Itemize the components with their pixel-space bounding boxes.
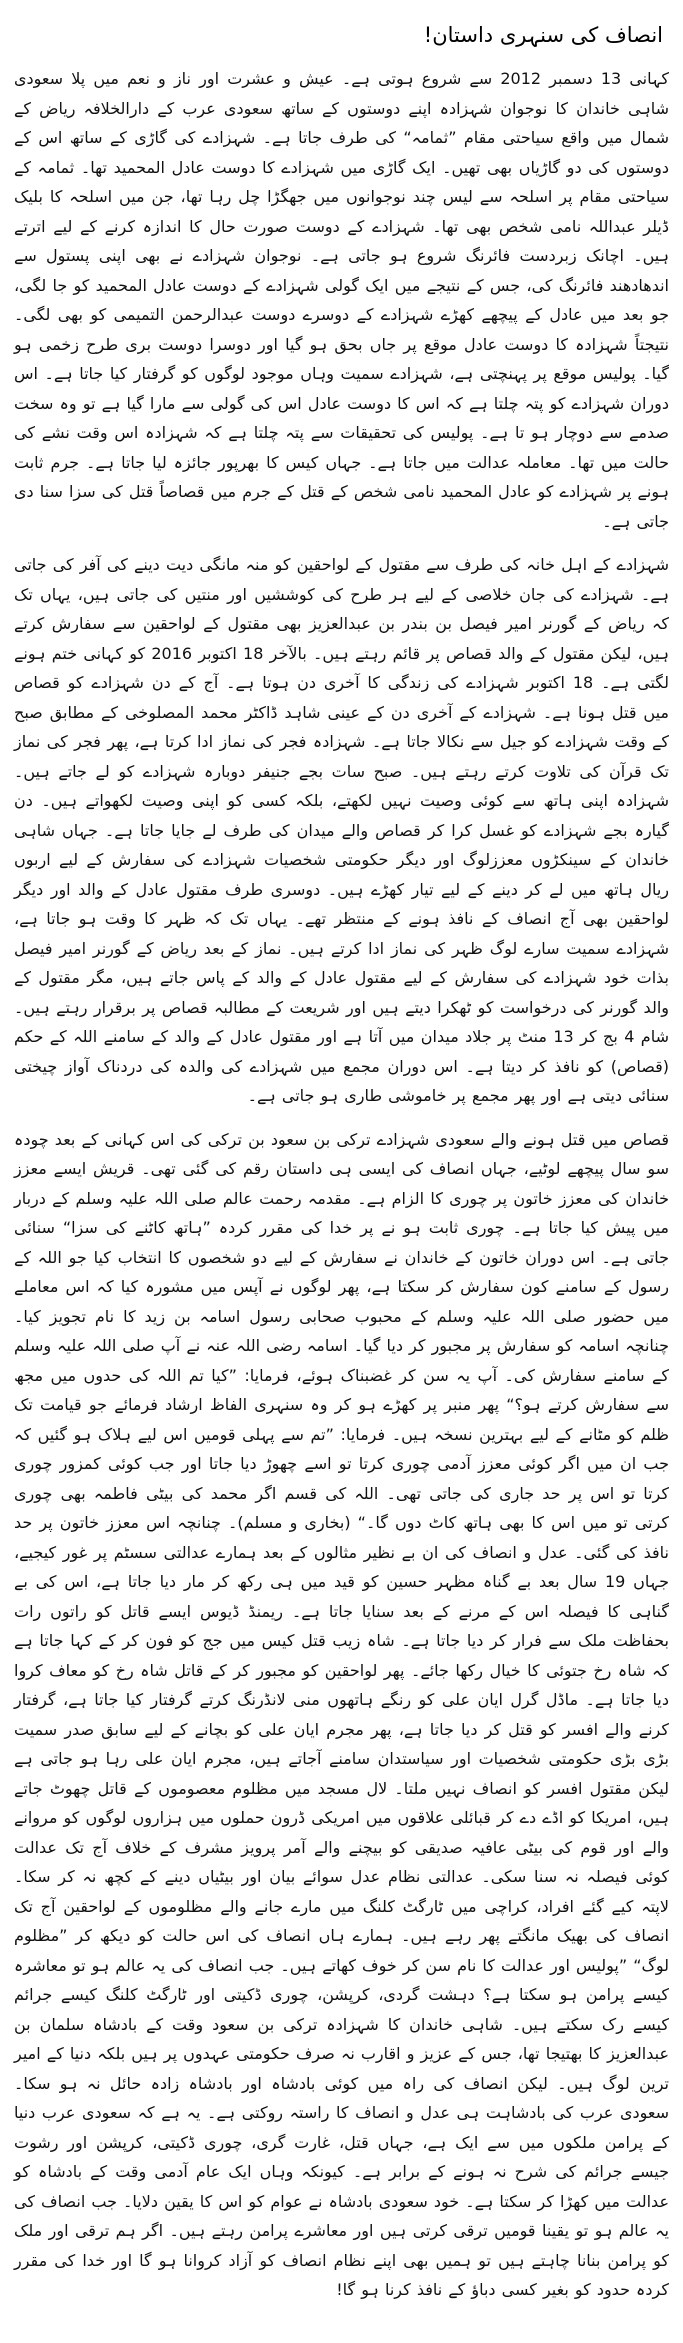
article-title: انصاف کی سنہری داستان! (423, 23, 663, 47)
article-paragraph-1: کہانی 13 دسمبر 2012 سے شروع ہوتی ہے۔ عیش و عشرت اور ناز و نعم میں پلا سعودی شاہی خاندان کا نوجوان شہزادہ اپنے دوستوں کے ساتھ سعودی عرب کے دارالخلافہ ریاض کے شمال میں واقع سیاحتی مقام ”ثمامہ“ کی طرف جاتا ہے۔ شہزادے کی گاڑی کے ساتھ اس کے دوستوں کی دو گاڑیاں بھی تھیں۔ ایک گاڑی میں شہزادے کا دوست عادل المحمید تھا۔ ثمامہ کے سیاحتی مقام پر اسلحہ سے لیس چند نوجوانوں میں جھگڑا چل رہا تھا، جن میں اسلحہ کا بلیک ڈیلر عبداللہ نامی شخص بھی تھا۔ شہزادے کے دوست صورت حال کا اندازہ کرنے کے لیے اترتے ہیں۔ اچانک زبردست فائرنگ شروع ہو جاتی ہے۔ نوجوان شہزادے نے بھی اپنی پستول سے اندھادھند فائرنگ کی، جس کے نتیجے میں ایک گولی شہزادے کے دوست عادل المحمید کو جا لگی، جو بعد میں عادل کے پیچھے کھڑے شہزادے کے دوسرے دوست عبدالرحمن التمیمی کو بھی لگی۔ نتیجتاً شہزادہ کا دوست عادل موقع پر جاں بحق ہو گیا اور دوسرا دوست بری طرح زخمی ہو گیا۔ پولیس موقع پر پہنچتی ہے، شہزادے سمیت وہاں موجود لوگوں کو گرفتار کیا جاتا ہے۔ اس دوران شہزادے کو پتہ چلتا ہے کہ اس کا دوست عادل اس کی گولی سے مارا گیا ہے تو وہ سخت صدمے سے دوچار ہو تا ہے۔ پولیس کی تحقیقات سے پتہ چلتا ہے کہ شہزادہ اس وقت نشے کی حالت میں تھا۔ معاملہ عدالت میں جاتا ہے۔ جہاں کیس کا بھرپور جائزہ لیا جاتا ہے۔ جرم ثابت ہونے پر شہزادے کو عادل المحمید نامی شخص کے قتل کے جرم میں قصاصاً قتل کی سزا سنا دی جاتی ہے۔ (14, 69, 670, 531)
article-paragraph-3: قصاص میں قتل ہونے والے سعودی شہزادے ترکی بن سعود بن ترکی کی اس کہانی کے بعد چودہ سو سال پیچھے لوٹیے، جہاں انصاف کی ایسی ہی داستان رقم کی گئی تھی۔ قریش ایسے معزز خاندان کی معزز خاتون پر چوری کا الزام ہے۔ مقدمہ رحمت عالم صلی اللہ علیہ وسلم کے دربار میں پیش کیا جاتا ہے۔ چوری ثابت ہو نے پر خدا کی مقرر کردہ ”ہاتھ کاٹنے کی سزا“ سنائی جاتی ہے۔ اس دوران خاتون کے خاندان نے سفارش کے لیے دو شخصوں کا انتخاب کیا جو اللہ کے رسول کے سامنے کون سفارش کر سکتا ہے، پھر لوگوں نے آپس میں مشورہ کیا کہ اس معاملے میں حضور صلی اللہ علیہ وسلم کے محبوب صحابی رسول اسامہ بن زید کا نام تجویز کیا۔ چنانچہ اسامہ کو سفارش پر مجبور کر دیا گیا۔ اسامہ رضی اللہ عنہ نے آپ صلی اللہ علیہ وسلم کے سامنے سفارش کی۔ آپ یہ سن کر غضبناک ہوئے، فرمایا: ”کیا تم اللہ کی حدوں میں مجھ سے سفارش کرتے ہو؟“ پھر منبر پر کھڑے ہو کر وہ سنہری الفاظ ارشاد فرمائے جو قیامت تک ظلم کو مٹانے کے لیے بہترین نسخہ ہیں۔ فرمایا: ”تم سے پہلی قومیں اس لیے ہلاک ہو گئیں کہ جب ان میں اگر کوئی معزز آدمی چوری کرتا تو اسے چھوڑ دیا جاتا اور جب کوئی کمزور چوری کرتا تو اس پر حد جاری کی جاتی تھی۔ اللہ کی قسم اگر محمد کی بیٹی فاطمہ بھی چوری کرتی تو میں اس کا بھی ہاتھ کاٹ دوں گا۔“ (بخاری و مسلم)۔ چنانچہ اس معزز خاتون پر حد نافذ کی گئی۔ عدل و انصاف کی ان بے نظیر مثالوں کے بعد ہمارے عدالتی سسٹم پر غور کیجیے، جہاں 19 سال بعد بے گناہ مظہر حسین کو قید میں ہی رکھ کر مار دیا جاتا ہے، اس کی بے گناہی کا فیصلہ اس کے مرنے کے بعد سنایا جاتا ہے۔ ریمنڈ ڈیوس ایسے قاتل کو راتوں رات بحفاظت ملک سے فرار کر دیا جاتا ہے۔ شاہ زیب قتل کیس میں جج کو فون کر کے کہا جاتا ہے کہ شاہ رخ جتوئی کا خیال رکھا جائے۔ پھر لواحقین کو مجبور کر کے قاتل شاہ رخ کو معاف کروا دیا جاتا ہے۔ ماڈل گرل ایان علی کو رنگے ہاتھوں منی لانڈرنگ کرتے گرفتار کیا جاتا ہے، گرفتار کرنے والے افسر کو قتل کر دیا جاتا ہے، پھر مجرم ایان علی کو بچانے کے لیے سابق صدر سمیت بڑی بڑی حکومتی شخصیات اور سیاستدان سامنے آجاتے ہیں، مجرم ایان علی رہا ہو جاتی ہے لیکن مقتول افسر کو انصاف نہیں ملتا۔ لال مسجد میں مظلوم معصوموں کے قاتل چھوٹ جاتے ہیں، امریکا کو اڈے دے کر قبائلی علاقوں میں امریکی ڈرون حملوں میں ہزاروں لوگوں کو مروانے والے اور قوم کی بیٹی عافیہ صدیقی کو بیچنے والے آمر پرویز مشرف کے خلاف آج تک عدالت کوئی فیصلہ نہ سنا سکی۔ عدالتی نظام عدل سوائے بیان اور بیٹیاں دینے کے کچھ نہ کر سکا۔ لاپتہ کیے گئے افراد، کراچی میں ٹارگٹ کلنگ میں مارے جانے والے مظلوموں کے لواحقین آج تک انصاف کی بھیک مانگتے پھر رہے ہیں۔ ہمارے ہاں انصاف کی اس حالت کو دیکھ کر ”مظلوم لوگ“ ”پولیس اور عدالت کا نام سن کر خوف کھاتے ہیں۔ جب انصاف کی یہ عالم ہو تو معاشرہ کیسے پرامن ہو سکتا ہے؟ دہشت گردی، کرپشن، چوری ڈکیتی اور ٹارگٹ کلنگ کیسے جرائم کیسے رک سکتے ہیں۔ شاہی خاندان کا شہزادہ ترکی بن سعود وقت کے بادشاہ سلمان بن عبدالعزیز کا بھتیجا تھا، جس کے عزیز و اقارب نہ صرف حکومتی عہدوں پر ہیں بلکہ دنیا کے امیر ترین لوگ ہیں۔ لیکن انصاف کی راہ میں کوئی بادشاہ اور بادشاہ زادہ حائل نہ ہو سکا۔ سعودی عرب کی بادشاہت ہی عدل و انصاف کا راستہ روکتی ہے۔ یہ ہے کہ سعودی عرب دنیا کے پرامن ملکوں میں سے ایک ہے، جہاں قتل، غارت گری، چوری ڈکیتی، کرپشن اور رشوت جیسے جرائم کی شرح نہ ہونے کے برابر ہے۔ کیونکہ وہاں ایک عام آدمی وقت کے بادشاہ کو عدالت میں کھڑا کر سکتا ہے۔ خود سعودی بادشاہ نے عوام کو اس کا یقین دلایا۔ جب انصاف کی یہ عالم ہو تو یقینا قومیں ترقی کرتی ہیں اور معاشرے پرامن رہتے ہیں۔ اگر ہم ترقی اور ملک کو پرامن بنانا چاہتے ہیں تو ہمیں بھی اپنے نظام انصاف کو آزاد کروانا ہو گا اور خدا کی مقرر کردہ حدود کو بغیر کسی دباؤ کے نافذ کرنا ہو گا! (14, 1129, 670, 2299)
article-paragraph-2: شہزادے کے اہل خانہ کی طرف سے مقتول کے لواحقین کو منہ مانگی دیت دینے کی آفر کی جاتی ہے۔ شہزادے کی جان خلاصی کے لیے ہر طرح کی کوششیں اور منتیں کی جاتی ہیں، یہاں تک کہ ریاض کے گورنر امیر فیصل بن بندر بن عبدالعزیز بھی مقتول کے لواحقین سے سفارش کرتے ہیں، لیکن مقتول کے والد قصاص پر قائم رہتے ہیں۔ بالآخر 18 اکتوبر 2016 کو کہانی ختم ہونے لگتی ہے۔ 18 اکتوبر شہزادے کی زندگی کا آخری دن ہوتا ہے۔ آج کے دن شہزادے کو قصاص میں قتل ہونا ہے۔ شہزادے کے آخری دن کے عینی شاہد ڈاکٹر محمد المصلوخی کے مطابق صبح کے وقت شہزادے کو جیل سے نکالا جاتا ہے۔ شہزادہ فجر کی نماز ادا کرتا ہے، پھر فجر کی نماز تک قرآن کی تلاوت کرتے رہتے ہیں۔ صبح سات بجے جنیفر دوبارہ شہزادے کو لے جاتے ہیں۔ شہزادہ اپنی ہاتھ سے کوئی وصیت نہیں لکھتے، بلکہ کسی کو اپنی وصیت لکھواتے ہیں۔ دن گیارہ بجے شہزادے کو غسل کرا کر قصاص والے میدان کی طرف لے جایا جاتا ہے۔ جہاں شاہی خاندان کے سینکڑوں معززلوگ اور دیگر حکومتی شخصیات شہزادے کی سفارش کے لیے اربوں ریال ہاتھ میں لے کر دینے کے لیے تیار کھڑے ہیں۔ دوسری طرف مقتول عادل کے والد اور دیگر لواحقین بھی آج انصاف کے نافذ ہونے کے منتظر تھے۔ یہاں تک کہ ظہر کا وقت ہو جاتا ہے، شہزادے سمیت سارے لوگ ظہر کی نماز ادا کرتے ہیں۔ نماز کے بعد ریاض کے گورنر امیر فیصل بذات خود شہزادے کی سفارش کے لیے مقتول عادل کے والد کے پاس جاتے ہیں، مگر مقتول کے والد گورنر کی درخواست کو ٹھکرا دیتے ہیں اور شریعت کے مطالبہ قصاص پر برقرار رہتے ہیں۔ شام 4 بج کر 13 منٹ پر جلاد میدان میں آتا ہے اور مقتول عادل کے والد کے سامنے اللہ کے حکم (قصاص) کو نافذ کر دیتا ہے۔ اس دوران مجمع میں شہزادے کی والدہ کی دردناک آواز چیختی سنائی دیتی ہے اور پھر مجمع پر خاموشی طاری ہو جاتی ہے۔ (14, 555, 670, 1105)
